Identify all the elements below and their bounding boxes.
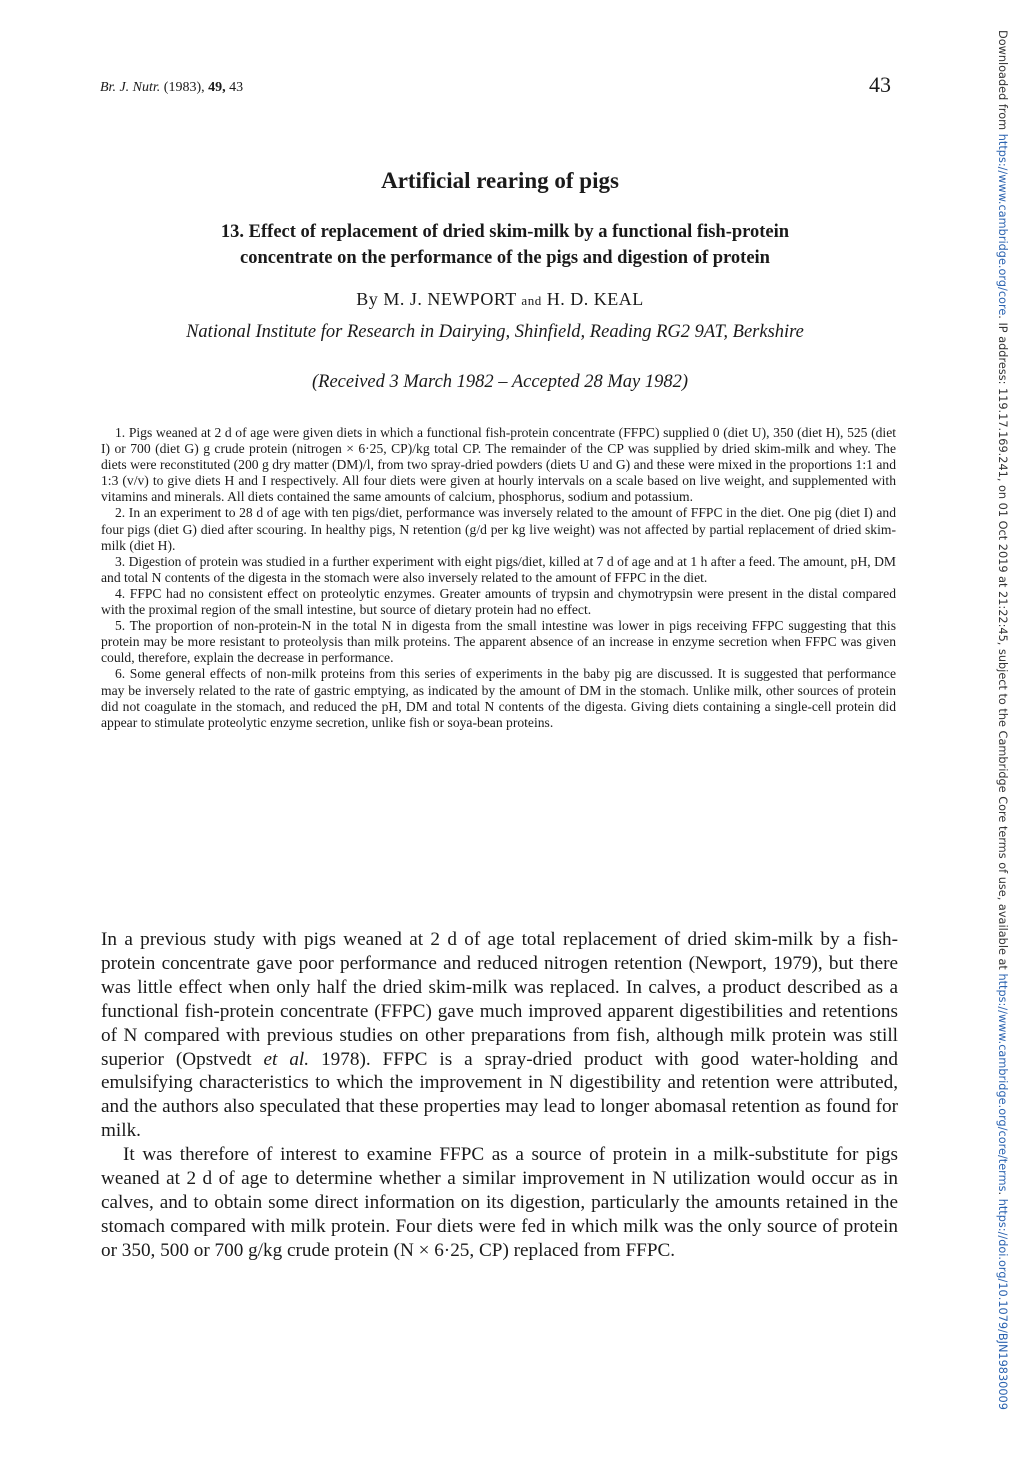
abstract-paragraph-4: 4. FFPC had no consistent effect on proteolytic enzymes. Greater amounts of trypsin and chymotrypsin were present in the distal compared with the proximal region of the small intestine, but source of dietary protein had no effect. <box>101 585 896 618</box>
paper-title: Artificial rearing of pigs <box>381 168 619 193</box>
journal-year: (1983), <box>163 80 205 95</box>
doi-link[interactable]: https://doi.org/10.1079/BJN19830009 <box>996 1198 1009 1410</box>
journal-reference <box>100 80 243 96</box>
journal-volume: 49, <box>208 80 226 95</box>
subtitle-line-1: 13. Effect of replacement of dried skim-milk by a functional fish-protein <box>220 222 790 242</box>
abstract-paragraph-3: 3. Digestion of protein was studied in a further experiment with eight pigs/diet, killed at 7 d of age and at 1 h after a feed. The amount, pH, DM and total N contents of the digesta in the stomach were also inversely related to the amount of FFPC in the diet. <box>101 553 896 585</box>
abstract-paragraph-6: 6. Some general effects of non-milk proteins from this series of experiments in the baby pig are discussed. It is suggested that performance may be inversely related to the rate of gastric emptying, as indicated by the amount of DM in the stomach. Unlike milk, other sources of protein did not coagulate in the stomach, and reduced the pH, DM and total N contents of the digesta. Giving diets containing a single-cell protein did appear to stimulate proteolytic enzyme secretion, unlike fish or soya-bean proteins. <box>101 666 896 730</box>
abstract <box>101 425 896 731</box>
body-paragraph-2: It was therefore of interest to examine FFPC as a source of protein in a milk-substitute for pigs weaned at 2 d of age to determine whether a similar improvement in N utilization would occur as in calves, and to obtain some direct information on its digestion, particularly the amounts retained in the stomach compared with milk protein. Four diets were fed in which milk was the only source of protein or 350, 500 or 700 g/kg crude protein (N × 6·25, CP) replaced from FFPC. <box>101 1144 898 1261</box>
body-paragraph-1 <box>101 928 898 1143</box>
body-p1-part-a: In a previous study with pigs weaned at 2 d of age total replacement of dried skim-milk by a fish-protein concentrate gave poor performance and reduced nitrogen retention (Newport, 1979), but there was little effect when only half the dried skim-milk was replaced. In calves, a product described as a functional fish-protein concentrate (FFPC) gave much improved apparent digestibilities and retentions of N compared with previous studies on other preparations from fish, although milk protein was still superior (Opstvedt <box>101 929 898 1070</box>
author-1: M. J. NEWPORT <box>383 289 517 309</box>
separator: . <box>996 1191 1009 1196</box>
abstract-paragraph-2: 2. In an experiment to 28 d of age with ten pigs/diet, performance was inversely related to the amount of FFPC in the diet. One pig (diet I) and four pigs (diet G) died after scouring. In healthy pigs, N retention (g/d per kg live weight) was not affected by partial replacement of dried skim-milk (diet H). <box>101 505 896 553</box>
author-line <box>0 289 1000 310</box>
author-2: H. D. KEAL <box>546 289 644 309</box>
and-label: and <box>521 293 542 308</box>
received-dates: (Received 3 March 1982 – Accepted 28 May 1982) <box>311 372 689 392</box>
journal-name: Br. J. Nutr. <box>100 80 161 95</box>
et-al: et al. <box>263 1048 310 1070</box>
core-link[interactable]: https://www.cambridge.org/core <box>996 133 1009 316</box>
downloaded-label: Downloaded from <box>996 30 1009 131</box>
download-notice <box>996 30 1009 1410</box>
abstract-paragraph-5: 5. The proportion of non-protein-N in the total N in digesta from the small intestine was lower in pigs receiving FFPC suggesting that this protein may be more resistant to proteolysis than milk proteins. The apparent absence of an increase in enzyme secretion when FFPC was given could, therefore, explain the decrease in performance. <box>101 618 896 666</box>
main-text <box>101 928 898 1263</box>
affiliation: National Institute for Research in Dairying, Shinfield, Reading RG2 9AT, Berkshire <box>186 322 804 342</box>
by-label: By <box>356 289 379 309</box>
paper-subtitle <box>120 219 890 271</box>
terms-link[interactable]: https://www.cambridge.org/core/terms <box>996 973 1009 1192</box>
body-p1-part-b: 1978). FFPC is a spray-dried product with good water-holding and emulsifying characteristics to which the improvement in N digestibility and retention were attributed, and the authors also speculated that these properties may lead to longer abomasal retention as found for milk. <box>101 1048 898 1142</box>
journal-start-page: 43 <box>229 80 244 95</box>
abstract-paragraph-1: 1. Pigs weaned at 2 d of age were given diets in which a functional fish-protein concentrate (FFPC) supplied 0 (diet U), 350 (diet H), 525 (diet I) or 700 (diet G) g crude protein (nitrogen × 6·25, CP)/kg total CP. The remainder of the CP was supplied by dried skim-milk and whey. The diets were reconstituted (200 g dry matter (DM)/l, from two spray-dried powders (diets U and G) and these were mixed in the proportions 1:1 and 1:3 (v/v) to give diets H and I respectively. All four diets were given at hourly intervals on a scale based on live weight, and supplemented with vitamins and minerals. All diets contained the same amounts of calcium, phosphorus, sodium and potassium. <box>101 425 896 505</box>
ip-notice: . IP address: 119.17.169.241, on 01 Oct 2019 at 21:22:45, subject to the Cambridge Core terms of use, available at <box>996 315 1009 970</box>
subtitle-line-2: concentrate on the performance of the pigs and digestion of protein <box>240 248 770 268</box>
page-number: 43 <box>869 72 891 97</box>
